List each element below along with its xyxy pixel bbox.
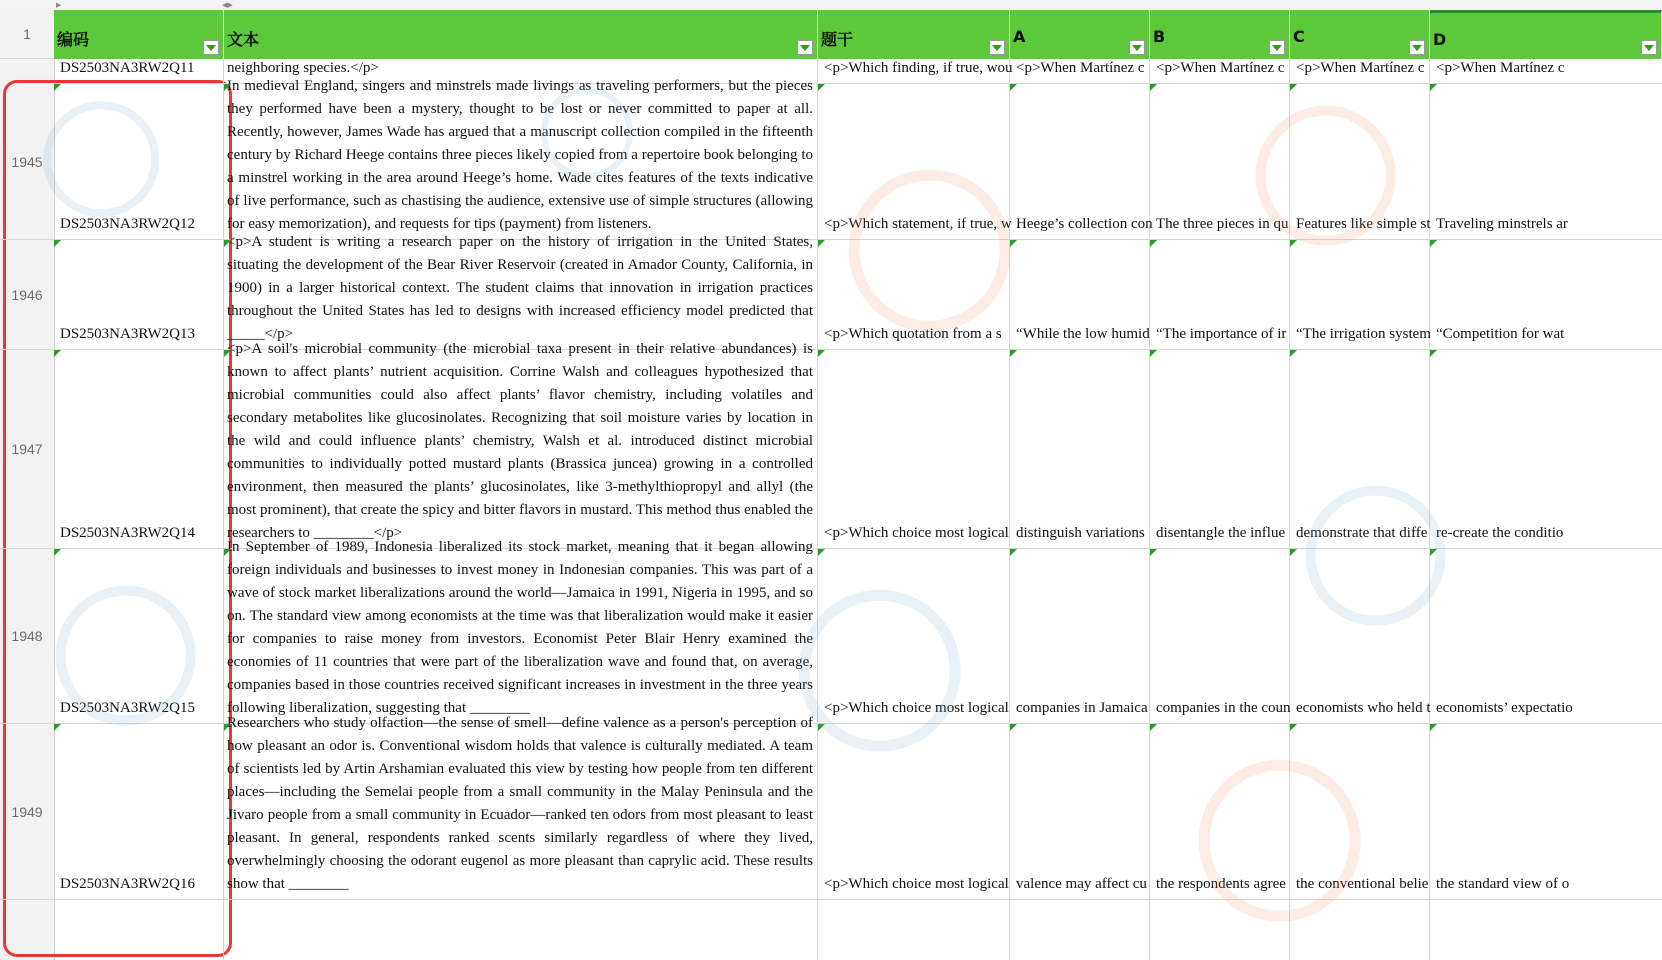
- note-marker-icon: [1010, 724, 1017, 731]
- column-header-label: 题干: [821, 30, 854, 49]
- option-c-text: the conventional belie: [1296, 876, 1429, 892]
- code-text: DS2503NA3RW2Q15: [60, 700, 196, 716]
- stem-text: <p>Which choice most logical: [824, 700, 1009, 716]
- note-marker-icon: [1150, 724, 1157, 731]
- option-c-cell[interactable]: [1290, 59, 1429, 83]
- option-a-text: valence may affect cu: [1016, 876, 1147, 892]
- filter-dropdown-icon[interactable]: [203, 40, 219, 55]
- grid-line: [54, 899, 1662, 900]
- stem-cell[interactable]: [818, 84, 1012, 239]
- text-cell[interactable]: [224, 715, 817, 899]
- option-d-cell[interactable]: [1430, 549, 1661, 723]
- note-marker-icon: [1430, 549, 1437, 556]
- note-marker-icon: [818, 240, 825, 247]
- note-marker-icon: [1290, 350, 1297, 357]
- stem-cell[interactable]: [818, 724, 1009, 899]
- code-text: DS2503NA3RW2Q11: [60, 60, 195, 76]
- option-b-text: <p>When Martínez c: [1156, 60, 1285, 76]
- option-a-cell[interactable]: [1010, 350, 1149, 548]
- note-marker-icon: [818, 549, 825, 556]
- option-c-cell[interactable]: [1290, 84, 1429, 239]
- note-marker-icon: [1290, 240, 1297, 247]
- option-d-text: “Competition for wat: [1436, 326, 1565, 342]
- note-marker-icon: [1430, 724, 1437, 731]
- column-header-label: 文本: [227, 30, 260, 49]
- stem-text: <p>Which quotation from a s: [824, 326, 1002, 342]
- stem-cell[interactable]: [818, 59, 1013, 83]
- note-marker-icon: [818, 84, 825, 91]
- option-c-cell[interactable]: [1290, 549, 1429, 723]
- filter-dropdown-icon[interactable]: [797, 40, 813, 55]
- note-marker-icon: [224, 549, 231, 556]
- note-marker-icon: [1290, 549, 1297, 556]
- column-resize-icon[interactable]: ◀▶: [222, 1, 233, 9]
- note-marker-icon: [1010, 240, 1017, 247]
- note-marker-icon: [224, 724, 231, 731]
- code-text: DS2503NA3RW2Q14: [60, 525, 196, 541]
- code-text: DS2503NA3RW2Q12: [60, 216, 196, 232]
- option-c-text: “The irrigation system: [1296, 326, 1431, 342]
- option-c-text: Features like simple st: [1296, 216, 1431, 232]
- note-marker-icon: [1430, 350, 1437, 357]
- note-marker-icon: [1150, 84, 1157, 91]
- note-marker-icon: [54, 350, 61, 357]
- note-marker-icon: [224, 84, 231, 91]
- text-cell[interactable]: [224, 234, 817, 349]
- row-number[interactable]: 1948: [0, 549, 54, 724]
- stem-cell[interactable]: [818, 240, 1009, 349]
- column-header-1[interactable]: [54, 10, 224, 59]
- column-header-3[interactable]: [818, 10, 1010, 59]
- note-marker-icon: [54, 84, 61, 91]
- option-a-text: companies in Jamaica: [1016, 700, 1148, 716]
- stem-cell[interactable]: [818, 549, 1009, 723]
- stem-text: <p>Which choice most logical: [824, 525, 1009, 541]
- note-marker-icon: [1010, 549, 1017, 556]
- passage-text: In September of 1989, Indonesia liberalized its stock market, meaning that it began allowing foreign individuals and businesses to invest money in Indonesian companies. This was part of a wave of stock market liberalizations around the world—Jamaica in 1991, Nigeria in 1995, and so on. The standard view among economists at the time was that liberalization would make it easier for companies to raise money from investors. Economist Peter Blair Henry examined the economies of 11 countries that were part of the liberalization wave and found that, on average, companies based in those countries received significant increases in investment in the three years following liberalization, suggesting that ________: [227, 539, 813, 716]
- option-d-text: re-create the conditio: [1436, 525, 1564, 541]
- note-marker-icon: [54, 724, 61, 731]
- passage-text: In medieval England, singers and minstrels made livings as traveling performers, but the pieces they performed have been a mystery, thought to be lost or never committed to paper at all. Recently, however, James Wade has argued that a manuscript collection compiled in the fifteenth century by Richard Heege contains three pieces likely copied from a repertoire book belonging to a minstrel working in the area around Heege’s home. Wade cites features of the texts indicative of live performance, such as chastising the audience, extensive use of simple structures (allowing for easy memorization), and requests for tips (payment) from listeners.: [227, 78, 813, 232]
- option-a-cell[interactable]: [1010, 84, 1153, 239]
- passage-text: <p>A soil's microbial community (the microbial taxa present in their relative abundances) is known to affect plants’ nutrient acquisition. Corrine Walsh and colleagues hypothesized that microbial communities could also affect plants’ flavor chemistry, including volatiles and secondary metabolites like glucosinolates. Recognizing that soil moisture varies by location in the wild and could influence plants’ chemistry, Walsh et al. introduced distinct microbial communities to individually potted mustard plants (Brassica juncea) growing in a controlled environment, then measured the plants’ glucosinolates, like 3-methylthiopropyl and allyl (the most prominent), that create the spicy and bitter flavors in mustard. This method thus enabled the researchers to ________</p>: [227, 341, 813, 541]
- option-d-cell[interactable]: [1430, 59, 1661, 83]
- option-c-cell[interactable]: [1290, 350, 1429, 548]
- option-c-cell[interactable]: [1290, 240, 1429, 349]
- filter-dropdown-icon[interactable]: [1129, 40, 1145, 55]
- option-a-text: Heege’s collection con: [1016, 216, 1153, 232]
- option-b-cell[interactable]: [1150, 84, 1289, 239]
- note-marker-icon: [1290, 724, 1297, 731]
- note-marker-icon: [224, 240, 231, 247]
- note-marker-icon: [1430, 240, 1437, 247]
- option-b-text: the respondents agree: [1156, 876, 1286, 892]
- note-marker-icon: [1430, 84, 1437, 91]
- row-number[interactable]: 1945: [0, 84, 54, 240]
- option-b-cell[interactable]: [1150, 350, 1289, 548]
- option-b-cell[interactable]: [1150, 549, 1289, 723]
- stem-text: <p>Which choice most logical: [824, 876, 1009, 892]
- stem-cell[interactable]: [818, 350, 1009, 548]
- option-d-text: economists’ expectatio: [1436, 700, 1573, 716]
- row-number[interactable]: 1949: [0, 724, 54, 900]
- option-d-text: <p>When Martínez c: [1436, 60, 1565, 76]
- option-d-cell[interactable]: [1430, 240, 1661, 349]
- column-header-label: 编码: [57, 30, 90, 49]
- column-header-label: B: [1153, 27, 1166, 46]
- option-a-cell[interactable]: [1010, 59, 1149, 83]
- text-cell[interactable]: [224, 78, 817, 239]
- column-header-5[interactable]: [1150, 10, 1290, 59]
- column-header-2[interactable]: [224, 10, 818, 59]
- note-marker-icon: [818, 724, 825, 731]
- option-b-text: The three pieces in qu: [1156, 216, 1289, 232]
- option-a-text: distinguish variations: [1016, 525, 1145, 541]
- stem-text: <p>Which finding, if true, wou: [824, 60, 1013, 76]
- triangle-icon: ▶: [56, 1, 62, 9]
- note-marker-icon: [54, 549, 61, 556]
- filter-dropdown-icon[interactable]: [1409, 40, 1425, 55]
- column-header-label: A: [1013, 27, 1026, 46]
- note-marker-icon: [1150, 240, 1157, 247]
- option-a-cell[interactable]: [1010, 549, 1149, 723]
- option-b-cell[interactable]: [1150, 240, 1289, 349]
- code-text: DS2503NA3RW2Q13: [60, 326, 196, 342]
- column-header-4[interactable]: [1010, 10, 1150, 59]
- filter-dropdown-icon[interactable]: [989, 40, 1005, 55]
- option-b-cell[interactable]: [1150, 59, 1289, 83]
- row-number[interactable]: 1947: [0, 350, 54, 549]
- code-cell[interactable]: [54, 59, 223, 83]
- note-marker-icon: [1010, 84, 1017, 91]
- option-c-text: economists who held t: [1296, 700, 1431, 716]
- text-cell[interactable]: [224, 341, 817, 548]
- passage-text: <p>A student is writing a research paper on the history of irrigation in the United States, situating the development of the Bear River Reservoir (created in Amador County, California, in 1900) in a larger historical context. The student claims that innovation in irrigation practices throughout the United States has led to designs with increased efficiency model predicted that _____</p>: [227, 234, 813, 342]
- option-b-text: “The importance of ir: [1156, 326, 1287, 342]
- filter-dropdown-icon[interactable]: [1269, 40, 1285, 55]
- option-c-text: demonstrate that diffe: [1296, 525, 1428, 541]
- option-d-cell[interactable]: [1430, 724, 1661, 899]
- option-a-cell[interactable]: [1010, 240, 1149, 349]
- column-header-label: D: [1433, 30, 1447, 49]
- option-a-text: <p>When Martínez c: [1016, 60, 1145, 76]
- passage-text: Researchers who study olfaction—the sense of smell—define valence as a person's perception of how pleasant an odor is. Conventional wisdom holds that valence is culturally mediated. A team of scientists led by Artin Arshamian evaluated this view by testing how people from ten different places—including the Semelai people from a small community in the Malay Peninsula and the Jivaro people from a small community in Ecuador—ranked ten odors from most pleasant to least pleasant. In general, respondents ranked scents similarly regardless of where they lived, overwhelmingly choosing the odorant eugenol as more pleasant than caprylic acid. These results show that ________: [227, 715, 813, 892]
- option-b-text: disentangle the influe: [1156, 525, 1286, 541]
- note-marker-icon: [224, 350, 231, 357]
- note-marker-icon: [1150, 350, 1157, 357]
- note-marker-icon: [1150, 549, 1157, 556]
- note-marker-icon: [1010, 350, 1017, 357]
- option-a-cell[interactable]: [1010, 724, 1149, 899]
- note-marker-icon: [54, 240, 61, 247]
- text-cell[interactable]: [224, 539, 817, 723]
- row-number[interactable]: 1946: [0, 240, 54, 350]
- column-header-7[interactable]: [1430, 10, 1662, 59]
- column-header-6[interactable]: [1290, 10, 1430, 59]
- note-marker-icon: [818, 350, 825, 357]
- code-cell[interactable]: [54, 549, 223, 723]
- option-d-text: the standard view of o: [1436, 876, 1570, 892]
- passage-text: neighboring species.</p>: [227, 60, 379, 76]
- code-cell[interactable]: [54, 84, 223, 239]
- option-c-cell[interactable]: [1290, 724, 1429, 899]
- row-number-header[interactable]: 1: [0, 10, 54, 59]
- stem-text: <p>Which statement, if true, w: [824, 216, 1012, 232]
- filter-dropdown-icon[interactable]: [1641, 40, 1657, 55]
- option-b-text: companies in the coun: [1156, 700, 1291, 716]
- code-text: DS2503NA3RW2Q16: [60, 876, 196, 892]
- option-b-cell[interactable]: [1150, 724, 1289, 899]
- option-d-cell[interactable]: [1430, 84, 1661, 239]
- column-header-label: C: [1293, 27, 1305, 46]
- code-cell[interactable]: [54, 240, 223, 349]
- code-cell[interactable]: [54, 724, 223, 899]
- option-c-text: <p>When Martínez c: [1296, 60, 1425, 76]
- note-marker-icon: [1290, 84, 1297, 91]
- option-a-text: “While the low humid: [1016, 326, 1150, 342]
- option-d-text: Traveling minstrels ar: [1436, 216, 1568, 232]
- option-d-cell[interactable]: [1430, 350, 1661, 548]
- code-cell[interactable]: [54, 350, 223, 548]
